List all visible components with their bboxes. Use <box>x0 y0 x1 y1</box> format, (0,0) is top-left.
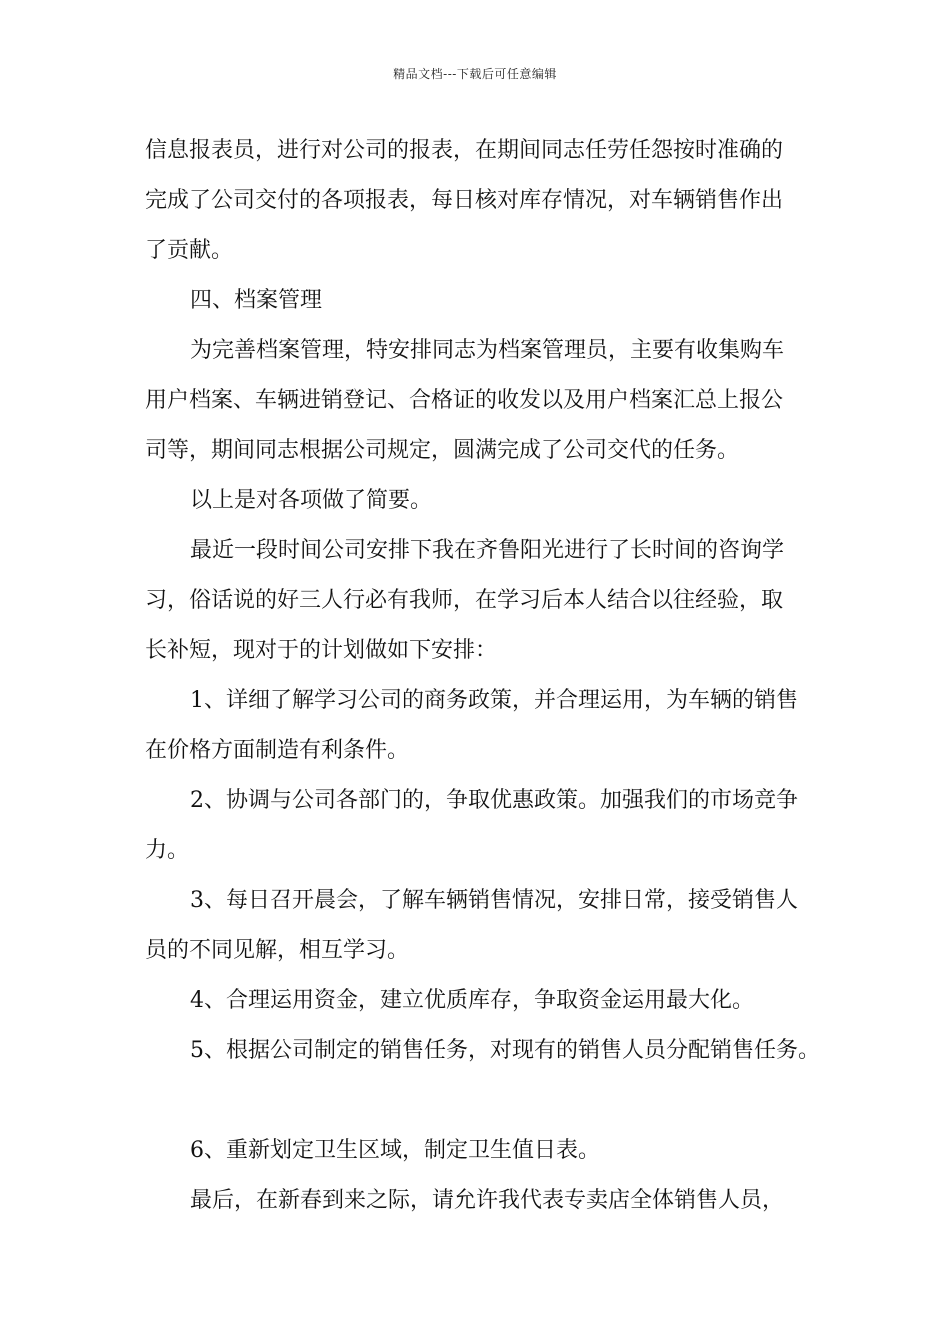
list-item-line: 4、合理运用资金，建立优质库存，争取资金运用最大化。 <box>190 988 754 1013</box>
paragraph-line: 信息报表员，进行对公司的报表，在期间同志任劳任怨按时准确的 <box>145 138 784 163</box>
paragraph-line: 完成了公司交付的各项报表，每日核对库存情况，对车辆销售作出 <box>145 188 784 213</box>
paragraph-line: 用户档案、车辆进销登记、合格证的收发以及用户档案汇总上报公 <box>145 388 784 413</box>
document-header: 精品文档---下载后可任意编辑 <box>393 67 557 81</box>
list-item-line: 5、根据公司制定的销售任务，对现有的销售人员分配销售任务。 <box>190 1038 820 1063</box>
list-item-line: 在价格方面制造有利条件。 <box>145 738 410 763</box>
paragraph-line: 司等，期间同志根据公司规定，圆满完成了公司交代的任务。 <box>145 438 740 463</box>
list-item-line: 6、重新划定卫生区域，制定卫生值日表。 <box>190 1138 600 1163</box>
list-item-line: 3、每日召开晨会，了解车辆销售情况，安排日常，接受销售人 <box>190 888 798 913</box>
section-heading: 四、档案管理 <box>190 288 323 313</box>
list-item-line: 1、详细了解学习公司的商务政策，并合理运用，为车辆的销售 <box>190 688 798 713</box>
list-item-line: 员的不同见解，相互学习。 <box>145 938 410 963</box>
paragraph-line: 最近一段时间公司安排下我在齐鲁阳光进行了长时间的咨询学 <box>190 538 785 563</box>
paragraph-line: 长补短，现对于的计划做如下安排： <box>145 638 498 663</box>
paragraph-line: 为完善档案管理，特安排同志为档案管理员，主要有收集购车 <box>190 338 785 363</box>
paragraph-line: 最后，在新春到来之际，请允许我代表专卖店全体销售人员， <box>190 1188 785 1213</box>
paragraph-line: 习，俗话说的好三人行必有我师，在学习后本人结合以往经验，取 <box>145 588 784 613</box>
list-item-line: 2、协调与公司各部门的，争取优惠政策。加强我们的市场竞争 <box>190 788 798 813</box>
list-item-line: 力。 <box>145 838 190 863</box>
paragraph-line: 以上是对各项做了简要。 <box>190 488 433 513</box>
paragraph-line: 了贡献。 <box>145 238 234 263</box>
